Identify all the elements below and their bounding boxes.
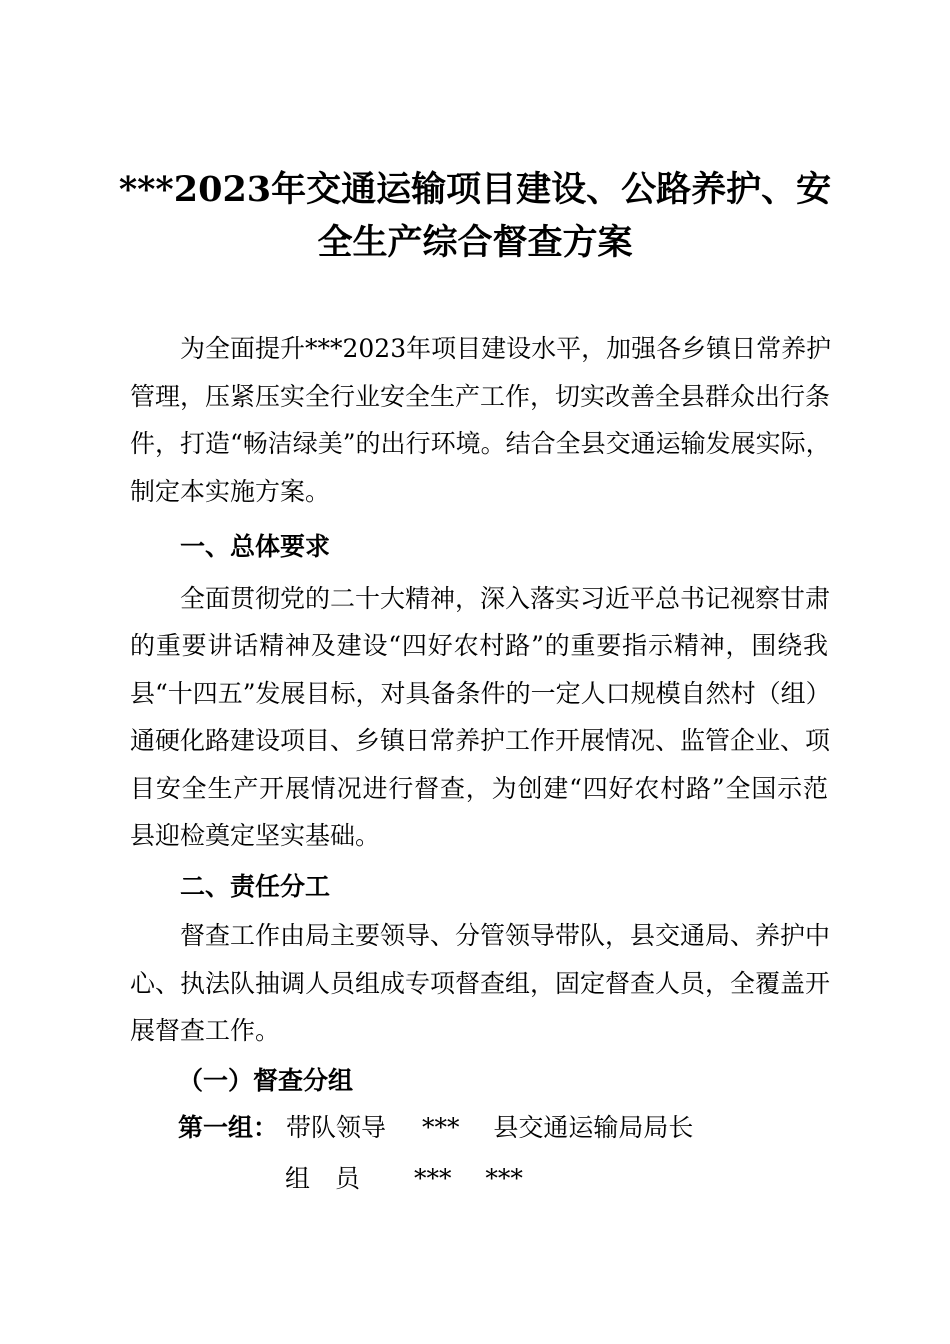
section1-paragraph [130, 575, 831, 860]
intro-paragraph [130, 325, 832, 515]
text-line: 全面贯彻党的二十大精神，深入落实习近平总书记视察甘肃 [180, 583, 831, 613]
document-body [130, 325, 832, 1202]
leader-name: *** [421, 1113, 460, 1142]
leader-label: 带队领导 [285, 1113, 386, 1142]
section2-paragraph [130, 912, 831, 1055]
section-heading: 一、总体要求 [180, 532, 331, 561]
subsection-heading: （一）督查分组 [178, 1065, 354, 1095]
member-name: *** [413, 1163, 452, 1193]
text-line: 县“十四五”发展目标，对具备条件的一定人口规模自然村（组） [130, 678, 831, 708]
text-line: 督查工作由局主要领导、分管领导带队，县交通局、养护中 [180, 921, 831, 950]
text-line: 县迎检奠定坚实基础。 [130, 821, 381, 850]
text-line: 件，打造“畅洁绿美”的出行环境。结合全县交通运输发展实际， [130, 429, 831, 458]
section-heading: 二、责任分工 [180, 871, 331, 901]
text-line: 目安全生产开展情况进行督查，为创建“四好农村路”全国示范 [130, 773, 828, 803]
group1-leader-line [130, 1104, 828, 1152]
group1-member-line [130, 1155, 828, 1203]
text-line: 展督查工作。 [130, 1016, 281, 1045]
text-line: 为全面提升***2023年项目建设水平，加强各乡镇日常养护 [180, 334, 832, 363]
text-line: 制定本实施方案。 [130, 476, 331, 506]
text-line: 通硬化路建设项目、乡镇日常养护工作开展情况、监管企业、项 [130, 726, 831, 755]
text-line: 心、执法队抽调人员组成专项督查组，固定督查人员，全覆盖开 [130, 968, 831, 998]
document-title [0, 163, 950, 269]
member-label: 组 员 [285, 1163, 361, 1193]
leader-title: 县交通运输局局长 [493, 1113, 694, 1142]
text-line: 的重要讲话精神及建设“四好农村路”的重要指示精神，围绕我 [130, 631, 828, 660]
member-name: *** [485, 1163, 523, 1193]
title-line-2: 全生产综合督查方案 [317, 222, 633, 263]
group-label: 第一组： [178, 1113, 279, 1142]
title-line-1: ***2023年交通运输项目建设、公路养护、安 [118, 169, 832, 210]
text-line: 管理，压紧压实全行业安全生产工作，切实改善全县群众出行条 [130, 381, 831, 411]
